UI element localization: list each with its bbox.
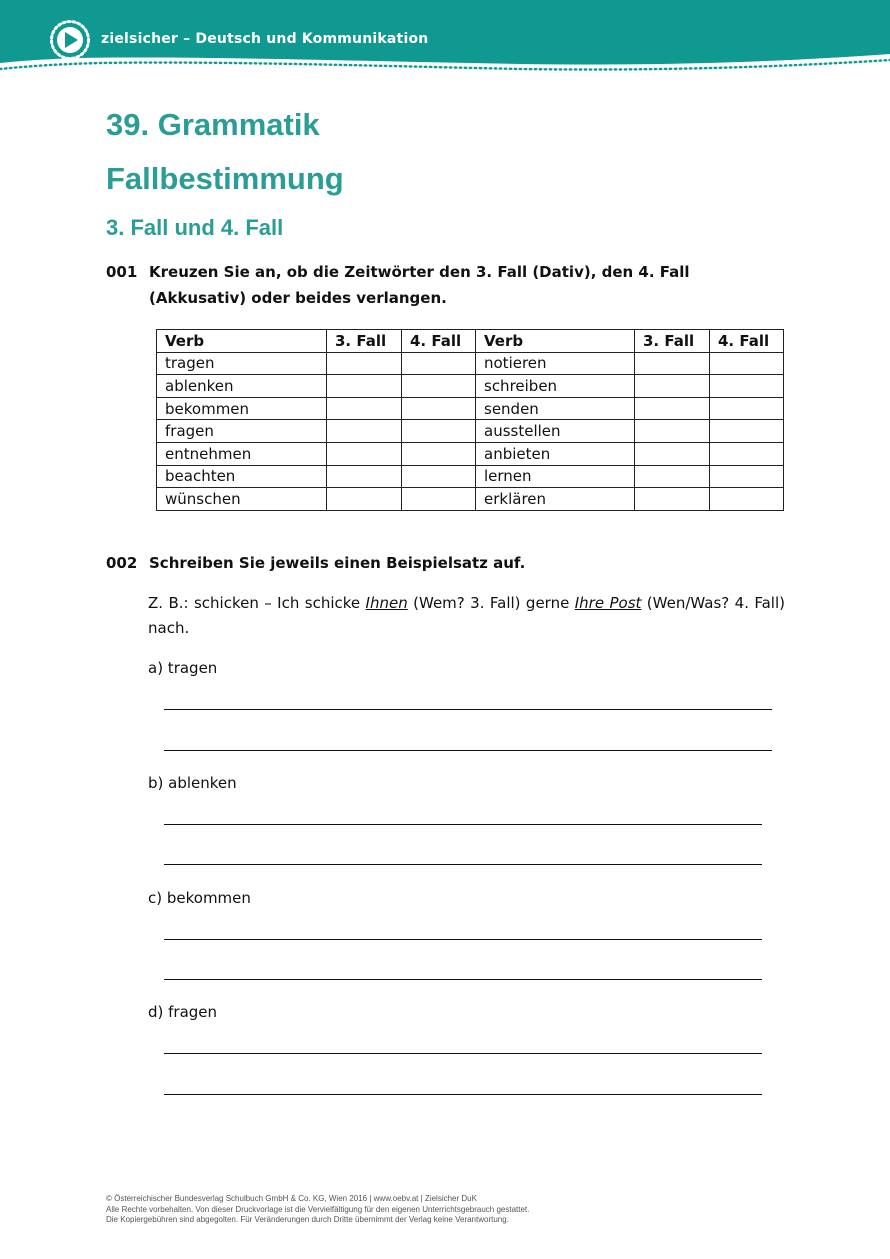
answer-line[interactable] — [164, 939, 762, 940]
answer-line[interactable] — [164, 979, 762, 980]
checkbox-cell[interactable] — [327, 352, 402, 375]
brand-name: zielsicher – Deutsch und Kommunikation — [101, 31, 429, 47]
footer-line: Die Kopiergebühren sind abgegolten. Für Veränderungen durch Dritte übernimmt der Verlag keine Verantwortung. — [106, 1215, 509, 1224]
answer-line[interactable] — [164, 709, 772, 710]
answer-line[interactable] — [164, 1053, 762, 1054]
item-label-b: b) ablenken — [148, 774, 237, 792]
copyright-footer — [106, 1194, 529, 1226]
task-002-instruction — [106, 550, 786, 576]
verb-cell: notieren — [476, 352, 635, 375]
item-label-c: c) bekommen — [148, 889, 251, 907]
checkbox-cell[interactable] — [327, 397, 402, 420]
checkbox-cell[interactable] — [402, 420, 476, 443]
answer-line[interactable] — [164, 864, 762, 865]
checkbox-cell[interactable] — [710, 420, 784, 443]
checkbox-cell[interactable] — [710, 397, 784, 420]
answer-line[interactable] — [164, 750, 772, 751]
example-text: (Wem? 3. Fall) gerne — [407, 594, 575, 612]
table-row — [157, 442, 784, 465]
checkbox-cell[interactable] — [327, 465, 402, 488]
example-text: Z. B.: schicken – Ich schicke — [148, 594, 366, 612]
checkbox-cell[interactable] — [635, 442, 710, 465]
footer-line: Alle Rechte vorbehalten. Von dieser Druckvorlage ist die Vervielfältigung für den eigenen Unterrichtsgebrauch gestattet. — [106, 1204, 530, 1214]
verb-cell: schreiben — [476, 375, 635, 398]
task-text: Schreiben Sie jeweils einen Beispielsatz auf. — [149, 554, 526, 572]
column-header: 3. Fall — [327, 330, 402, 353]
column-header: Verb — [157, 330, 327, 353]
example-text: (Wen/Was? 4. Fall) nach. — [148, 594, 785, 637]
accusative-object: Ihre Post — [574, 594, 642, 612]
task-text: Kreuzen Sie an, ob die Zeitwörter den 3. Fall (Dativ), den 4. Fall (Akkusativ) oder beides verlangen. — [149, 263, 690, 307]
verb-cell: senden — [476, 397, 635, 420]
table-row — [157, 352, 784, 375]
table-row — [157, 488, 784, 511]
checkbox-cell[interactable] — [710, 352, 784, 375]
column-header: 4. Fall — [710, 330, 784, 353]
checkbox-cell[interactable] — [402, 488, 476, 511]
verb-cell: ablenken — [157, 375, 327, 398]
verb-cell: beachten — [157, 465, 327, 488]
example-sentence — [148, 591, 785, 641]
page-title: 39. Grammatik — [106, 107, 320, 142]
task-number: 002 — [106, 554, 138, 572]
verb-cell: entnehmen — [157, 442, 327, 465]
task-number: 001 — [106, 263, 138, 281]
checkbox-cell[interactable] — [327, 488, 402, 511]
task-001-instruction — [106, 259, 786, 311]
checkbox-cell[interactable] — [710, 465, 784, 488]
verb-cell: anbieten — [476, 442, 635, 465]
header-banner — [0, 0, 890, 78]
checkbox-cell[interactable] — [402, 375, 476, 398]
checkbox-cell[interactable] — [327, 420, 402, 443]
table-row — [157, 375, 784, 398]
checkbox-cell[interactable] — [710, 442, 784, 465]
checkbox-cell[interactable] — [710, 375, 784, 398]
column-header: 4. Fall — [402, 330, 476, 353]
item-label-d: d) fragen — [148, 1003, 218, 1021]
section-title: 3. Fall und 4. Fall — [106, 215, 284, 240]
verb-case-table — [156, 329, 784, 511]
dative-object: Ihnen — [365, 594, 408, 612]
checkbox-cell[interactable] — [635, 397, 710, 420]
column-header: 3. Fall — [635, 330, 710, 353]
play-logo-icon — [52, 22, 89, 59]
checkbox-cell[interactable] — [635, 375, 710, 398]
checkbox-cell[interactable] — [635, 352, 710, 375]
answer-line[interactable] — [164, 1094, 762, 1095]
answer-line[interactable] — [164, 824, 762, 825]
verb-cell: wünschen — [157, 488, 327, 511]
checkbox-cell[interactable] — [327, 442, 402, 465]
table-row — [157, 397, 784, 420]
item-label-a: a) tragen — [148, 659, 218, 677]
table-row — [157, 420, 784, 443]
checkbox-cell[interactable] — [635, 420, 710, 443]
footer-line: © Österreichischer Bundesverlag Schulbuch GmbH & Co. KG, Wien 2016 | www.oebv.at | Zielsicher DuK — [106, 1194, 477, 1203]
verb-cell: bekommen — [157, 397, 327, 420]
checkbox-cell[interactable] — [710, 488, 784, 511]
checkbox-cell[interactable] — [402, 465, 476, 488]
column-header: Verb — [476, 330, 635, 353]
verb-cell: fragen — [157, 420, 327, 443]
checkbox-cell[interactable] — [402, 397, 476, 420]
verb-cell: ausstellen — [476, 420, 635, 443]
table-header-row — [157, 330, 784, 353]
checkbox-cell[interactable] — [402, 352, 476, 375]
checkbox-cell[interactable] — [402, 442, 476, 465]
checkbox-cell[interactable] — [327, 375, 402, 398]
verb-cell: lernen — [476, 465, 635, 488]
verb-cell: tragen — [157, 352, 327, 375]
verb-cell: erklären — [476, 488, 635, 511]
checkbox-cell[interactable] — [635, 465, 710, 488]
page-subtitle: Fallbestimmung — [106, 161, 344, 196]
table-row — [157, 465, 784, 488]
checkbox-cell[interactable] — [635, 488, 710, 511]
